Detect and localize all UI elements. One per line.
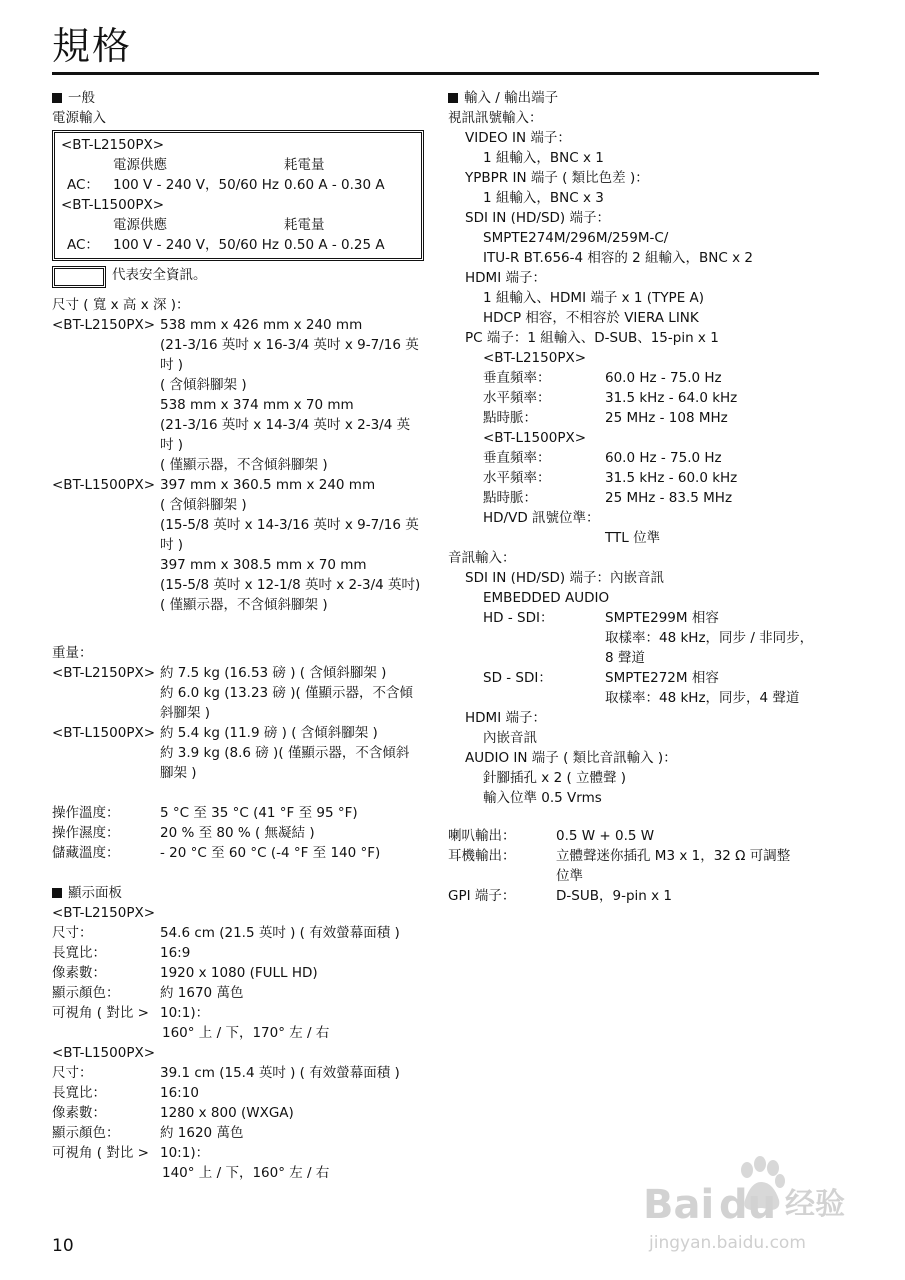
safety-note: 代表安全資訊。 [112,267,207,283]
audio-in-label: AUDIO IN 端子 ( 類比音訊輸入 )： [465,750,677,766]
safety-frame-icon [52,266,106,288]
dim-line: (21-3/16 英吋 x 14-3/4 英吋 x 2-3/4 英 [160,417,411,433]
dim-line: 吋 ) [160,437,184,453]
panel-value: 約 1620 萬色 [160,1125,244,1141]
weight-line: 腳架 ) [160,765,197,781]
dim-line: 397 mm x 308.5 mm x 70 mm [160,557,367,573]
dim-line: ( 僅顯示器，不含傾斜腳架 ) [160,597,328,613]
right-column [448,88,848,906]
supply-value: 100 V - 240 V，50/60 Hz [113,177,279,193]
audio-input-label: 音訊輸入： [448,550,516,566]
pc-row-label: 點時脈： [483,490,537,506]
speaker-row [448,826,848,846]
section-panel-heading [52,883,424,903]
sdsdi-value: SMPTE272M 相容 [605,670,719,686]
baidu-jingyan-watermark [639,1152,867,1262]
headphone-line: 位準 [556,868,583,884]
dim-line: ( 含傾斜腳架 ) [160,377,247,393]
panel-row [52,943,424,963]
power-values [61,235,415,255]
consumption-value: 0.50 A - 0.25 A [284,237,385,253]
speaker-label: 喇叭輸出： [448,828,516,844]
panel-label: 顯示顏色： [52,985,120,1001]
pc-row-value: 25 MHz - 108 MHz [605,410,728,426]
hdsdi-row [448,608,848,628]
pc-row [448,448,848,468]
sdsdi-line: 取樣率：48 kHz，同步，4 聲道 [605,690,800,706]
supply-value: 100 V - 240 V，50/60 Hz [113,237,279,253]
headphone-label: 耳機輸出： [448,848,516,864]
panel-label: 像素數： [52,1105,106,1121]
model-name: <BT-L1500PX> [52,725,156,741]
page-title: 規格 [52,24,133,68]
heading-text: 輸入 / 輸出端子 [464,90,559,106]
power-input-label: 電源輸入 [52,110,106,126]
sdi-line: SMPTE274M/296M/259M-C/ [483,230,669,246]
power-column-labels [61,155,415,175]
panel-label: 長寬比： [52,945,106,961]
sdi-line: ITU-R BT.656-4 相容的 2 組輸入，BNC x 2 [483,250,753,266]
consumption-label: 耗電量 [284,157,325,173]
env-value: 5 °C 至 35 °C (41 °F 至 95 °F) [160,805,358,821]
square-bullet-icon [52,888,62,898]
weight-label: 重量： [52,645,93,661]
weight-line: 約 7.5 kg (16.53 磅 ) ( 含傾斜腳架 ) [160,665,387,681]
pc-row-label: 水平頻率： [483,470,551,486]
hdsdi-line: 8 聲道 [605,650,645,666]
panel-row [52,1123,424,1143]
dim-line: 538 mm x 374 mm x 70 mm [160,397,354,413]
hdvd-label: HD/VD 訊號位準： [483,510,600,526]
embedded-audio: EMBEDDED AUDIO [483,590,610,606]
left-column [52,88,424,1183]
model-name: <BT-L2150PX> [52,317,156,333]
brand-text: Bai [643,1182,715,1228]
title-rule [52,72,819,75]
panel-row [52,1003,424,1023]
ypbpr-label: YPBPR IN 端子 ( 類比色差 )： [465,170,649,186]
pc-row-value: 31.5 kHz - 60.0 kHz [605,470,738,486]
pc-row-value: 31.5 kHz - 64.0 kHz [605,390,738,406]
model-name: <BT-L2150PX> [483,350,587,366]
panel-row [52,1083,424,1103]
pc-row-label: 垂直頻率： [483,450,551,466]
env-row [52,803,424,823]
brand-du: du [719,1182,777,1228]
env-row [52,823,424,843]
sdi-label: SDI IN (HD/SD) 端子： [465,210,610,226]
panel-row [52,963,424,983]
model-name: <BT-L1500PX> [52,477,156,493]
safety-legend [52,265,424,287]
pc-row [448,468,848,488]
dim-line: (15-5/8 英吋 x 12-1/8 英吋 x 2-3/4 英吋) [160,577,421,593]
panel-label: 可視角 ( 對比 > [52,1145,149,1161]
page-number: 10 [52,1236,74,1256]
dim-line: 吋 ) [160,357,184,373]
gpi-value: D-SUB，9-pin x 1 [556,888,672,904]
pc-row [448,488,848,508]
panel-value: 16:10 [160,1085,199,1101]
dim-line: 538 mm x 426 mm x 240 mm [160,317,363,333]
hdsdi-label: HD - SDI： [483,610,554,626]
audio-in-line: 輸入位準 0.5 Vrms [483,790,602,806]
dim-line: (15-5/8 英吋 x 14-3/16 英吋 x 9-7/16 英 [160,517,419,533]
pc-row [448,408,848,428]
headphone-row [448,846,848,866]
env-label: 操作溫度： [52,805,120,821]
dim-line: ( 僅顯示器，不含傾斜腳架 ) [160,457,328,473]
hdsdi-line: 取樣率：48 kHz，同步 / 非同步， [605,630,814,646]
dim-line: (21-3/16 英吋 x 16-3/4 英吋 x 9-7/16 英 [160,337,419,353]
audio-in-line: 針腳插孔 x 2 ( 立體聲 ) [483,770,627,786]
viewing-angle: 160° 上 / 下，170° 左 / 右 [162,1025,330,1041]
model-name: <BT-L1500PX> [52,1045,156,1061]
panel-value: 1280 x 800 (WXGA) [160,1105,294,1121]
supply-label: 電源供應 [113,157,167,173]
panel-label: 像素數： [52,965,106,981]
brand-tail: 经验 [785,1187,845,1222]
weight-line: 約 5.4 kg (11.9 磅 ) ( 含傾斜腳架 ) [160,725,378,741]
panel-row [52,1063,424,1083]
hdmi-audio-value: 內嵌音訊 [483,730,537,746]
dims-l1500-block [52,475,424,615]
model-name: <BT-L1500PX> [61,197,165,213]
sdsdi-row [448,668,848,688]
dim-line: 397 mm x 360.5 mm x 240 mm [160,477,376,493]
hdmi-line: HDCP 相容，不相容於 VIERA LINK [483,310,699,326]
weight-line: 約 6.0 kg (13.23 磅 )( 僅顯示器，不含傾 [160,685,414,701]
env-label: 儲藏溫度： [52,845,120,861]
gpi-label: GPI 端子： [448,888,516,904]
headphone-value: 立體聲迷你插孔 M3 x 1，32 Ω 可調整 [556,848,791,864]
weight-line: 斜腳架 ) [160,705,211,721]
model-name: <BT-L2150PX> [52,905,156,921]
dim-line: 吋 ) [160,537,184,553]
pc-label: PC 端子：1 組輸入、D-SUB、15-pin x 1 [465,330,719,346]
pc-row [448,368,848,388]
weight-l2150-block [52,663,424,723]
panel-value: 10:1)： [160,1005,210,1021]
panel-label: 尺寸： [52,925,93,941]
panel-label: 尺寸： [52,1065,93,1081]
panel-value: 16:9 [160,945,191,961]
env-value: - 20 °C 至 60 °C (-4 °F 至 140 °F) [160,845,381,861]
section-io-heading [448,88,848,108]
dims-l2150-block [52,315,424,475]
model-name: <BT-L1500PX> [483,430,587,446]
pc-row-label: 水平頻率： [483,390,551,406]
consumption-label: 耗電量 [284,217,325,233]
supply-label: 電源供應 [113,217,167,233]
panel-row [52,1143,424,1163]
panel-label: 長寬比： [52,1085,106,1101]
video-input-label: 視訊訊號輸入： [448,110,543,126]
speaker-value: 0.5 W + 0.5 W [556,828,655,844]
panel-value: 39.1 cm (15.4 英吋 ) ( 有效螢幕面積 ) [160,1065,400,1081]
panel-label: 可視角 ( 對比 > [52,1005,149,1021]
env-label: 操作濕度： [52,825,120,841]
viewing-angle: 140° 上 / 下，160° 左 / 右 [162,1165,330,1181]
heading-text: 一般 [68,90,95,106]
pc-row [448,388,848,408]
ac-label: AC： [67,177,99,193]
weight-line: 約 3.9 kg (8.6 磅 )( 僅顯示器，不含傾斜 [160,745,410,761]
pc-row-value: 60.0 Hz - 75.0 Hz [605,450,722,466]
panel-row [52,1103,424,1123]
panel-row [52,923,424,943]
hdmi-line: 1 組輸入、HDMI 端子 x 1 (TYPE A) [483,290,705,306]
power-values [61,175,415,195]
gpi-row [448,886,848,906]
pc-row-label: 垂直頻率： [483,370,551,386]
env-value: 20 % 至 80 % ( 無凝結 ) [160,825,315,841]
pc-row-value: 25 MHz - 83.5 MHz [605,490,733,506]
watermark-url: jingyan.baidu.com [649,1233,806,1253]
hdmi-audio-label: HDMI 端子： [465,710,546,726]
power-column-labels [61,215,415,235]
section-general-heading [52,88,424,108]
dimensions-label: 尺寸 ( 寬 x 高 x 深 )： [52,297,190,313]
video-in-value: 1 組輸入，BNC x 1 [483,150,604,166]
hdvd-value: TTL 位準 [605,530,661,546]
sdsdi-label: SD - SDI： [483,670,552,686]
ac-label: AC： [67,237,99,253]
power-spec-box [52,130,424,261]
panel-value: 10:1)： [160,1145,210,1161]
square-bullet-icon [52,93,62,103]
weight-l1500-block [52,723,424,783]
hdmi-label: HDMI 端子： [465,270,546,286]
panel-row [52,983,424,1003]
consumption-value: 0.60 A - 0.30 A [284,177,385,193]
pc-row-label: 點時脈： [483,410,537,426]
panel-value: 54.6 cm (21.5 英吋 ) ( 有效螢幕面積 ) [160,925,400,941]
model-name: <BT-L2150PX> [61,137,165,153]
square-bullet-icon [448,93,458,103]
panel-label: 顯示顏色： [52,1125,120,1141]
panel-value: 約 1670 萬色 [160,985,244,1001]
panel-value: 1920 x 1080 (FULL HD) [160,965,318,981]
env-row [52,843,424,863]
video-in-label: VIDEO IN 端子： [465,130,571,146]
sdi-audio-label: SDI IN (HD/SD) 端子：內嵌音訊 [465,570,664,586]
heading-text: 顯示面板 [68,885,122,901]
model-name: <BT-L2150PX> [52,665,156,681]
dim-line: ( 含傾斜腳架 ) [160,497,247,513]
hdsdi-value: SMPTE299M 相容 [605,610,719,626]
pc-row-value: 60.0 Hz - 75.0 Hz [605,370,722,386]
ypbpr-value: 1 組輸入，BNC x 3 [483,190,604,206]
